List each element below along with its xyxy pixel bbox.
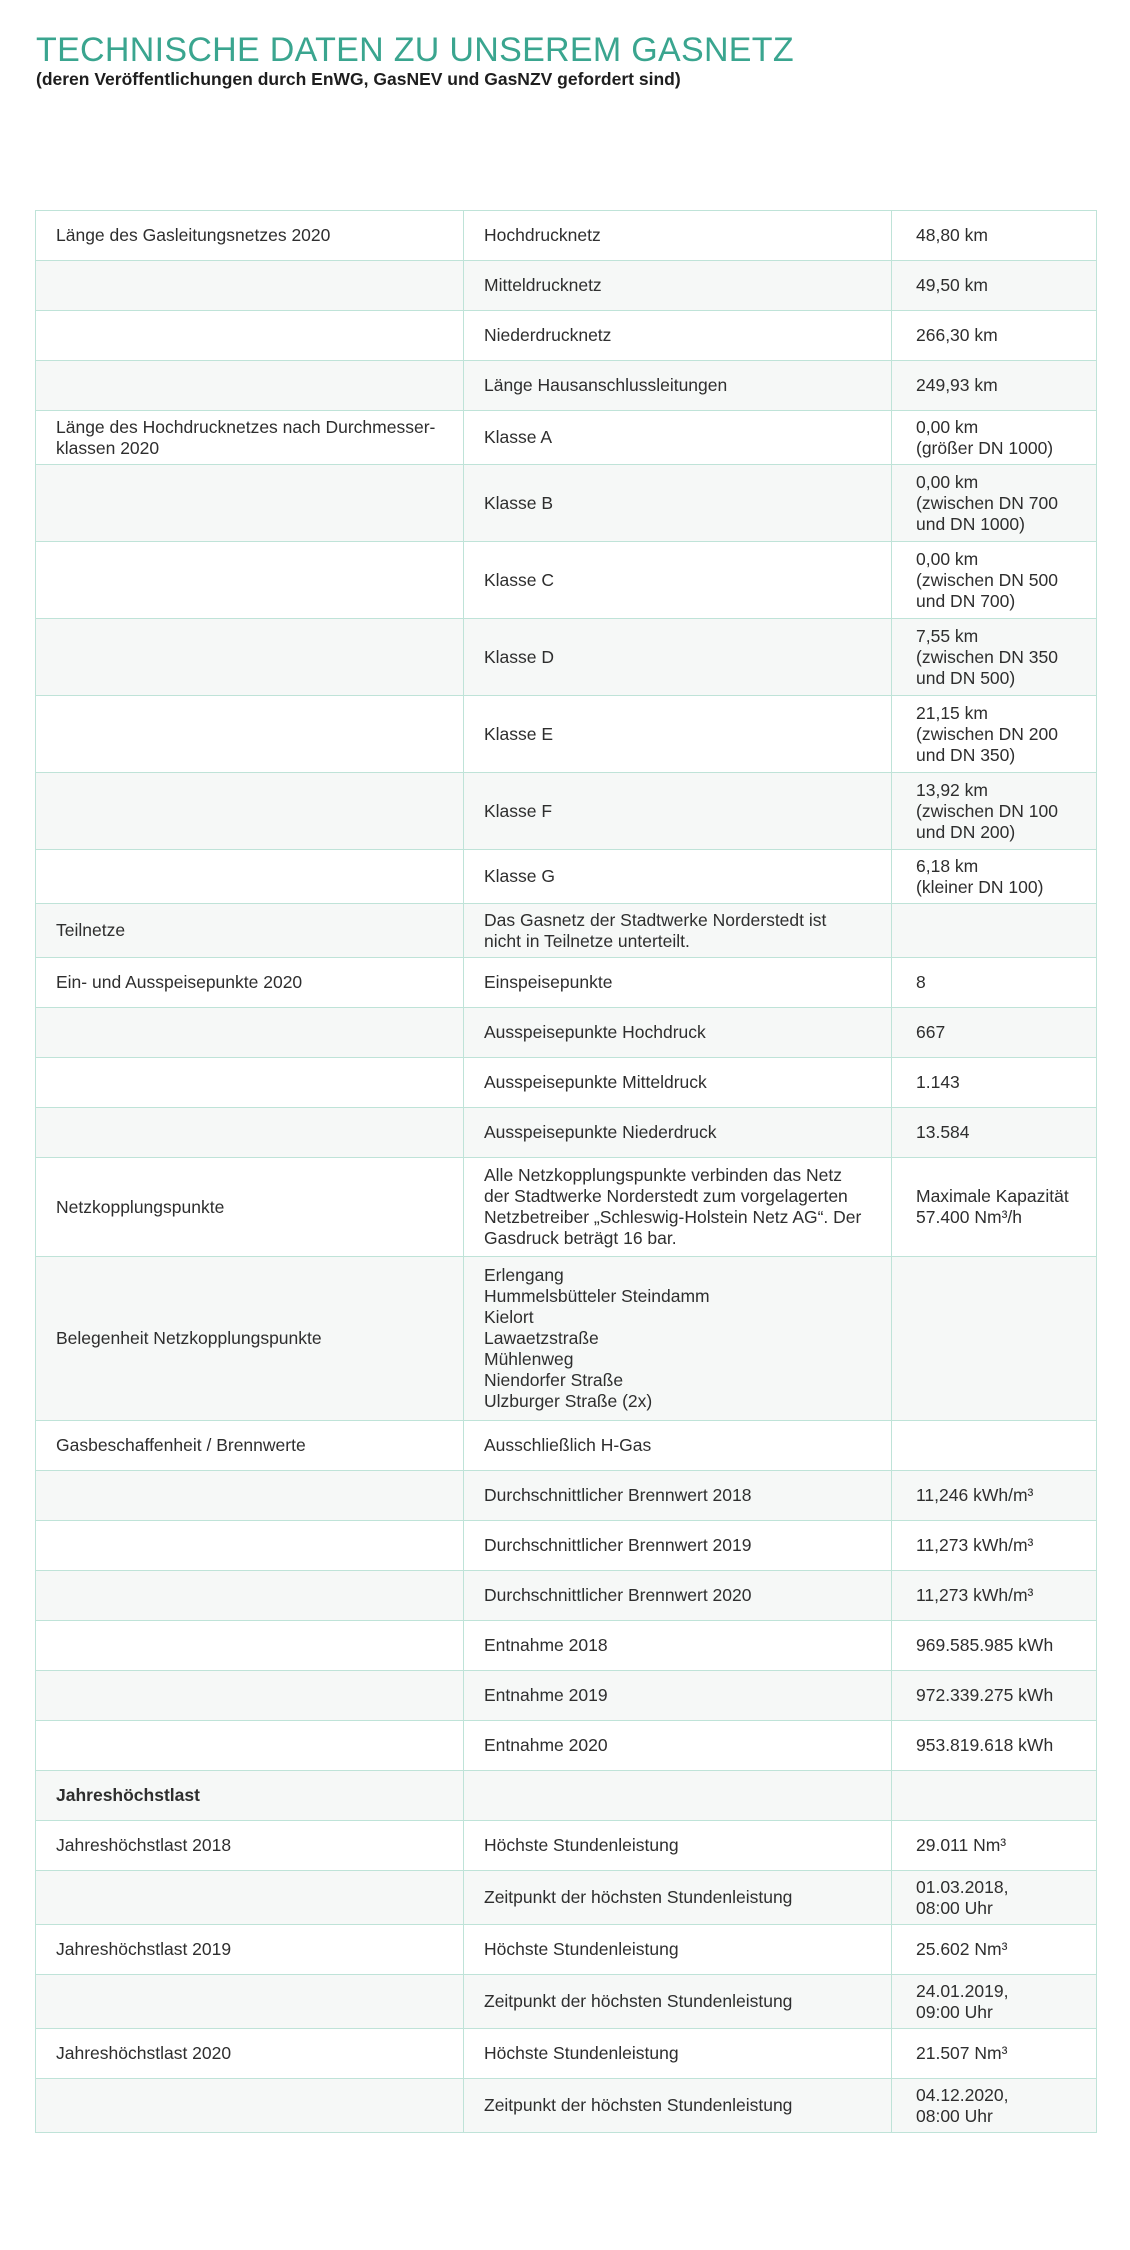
row-label-cell [36,1108,464,1158]
row-label-cell: Länge des Hochdrucknetzes nach Durchmesser- klassen 2020 [36,411,464,465]
table-row [36,2029,1097,2079]
row-value-cell: 21,15 km (zwischen DN 200 und DN 350) [892,696,1097,773]
row-item-cell: Entnahme 2018 [464,1621,892,1671]
row-value-cell: 48,80 km [892,211,1097,261]
row-label-cell: Gasbeschaffenheit / Brennwerte [36,1421,464,1471]
table-row [36,211,1097,261]
row-label-cell [36,542,464,619]
row-value-cell: 972.339.275 kWh [892,1671,1097,1721]
row-label-cell [36,465,464,542]
row-label-cell [36,1571,464,1621]
row-item-cell: Ausspeisepunkte Mitteldruck [464,1058,892,1108]
table-row [36,1975,1097,2029]
row-value-cell [892,1421,1097,1471]
table-row [36,696,1097,773]
row-label-cell: Netzkopplungspunkte [36,1158,464,1257]
row-value-cell [892,904,1097,958]
row-value-cell: 49,50 km [892,261,1097,311]
table-row [36,1925,1097,1975]
table-row [36,1821,1097,1871]
row-label-cell [36,261,464,311]
row-value-cell: 04.12.2020, 08:00 Uhr [892,2079,1097,2133]
row-label-cell [36,1471,464,1521]
row-item-cell: Höchste Stundenleistung [464,1925,892,1975]
table-row [36,411,1097,465]
row-value-cell: 1.143 [892,1058,1097,1108]
row-label-cell [36,1975,464,2029]
row-item-cell: Ausspeisepunkte Niederdruck [464,1108,892,1158]
row-item-cell: Ausschließlich H-Gas [464,1421,892,1471]
row-label-cell [36,2079,464,2133]
row-label-cell [36,1008,464,1058]
row-value-cell: 21.507 Nm³ [892,2029,1097,2079]
table-row [36,1421,1097,1471]
row-label-cell [36,361,464,411]
row-value-cell: 266,30 km [892,311,1097,361]
row-value-cell: 25.602 Nm³ [892,1925,1097,1975]
row-label-cell [36,1671,464,1721]
row-item-cell [464,1771,892,1821]
row-label-cell [36,1521,464,1571]
table-row [36,1671,1097,1721]
table-row [36,1521,1097,1571]
table-row [36,1257,1097,1421]
row-item-cell: Höchste Stundenleistung [464,1821,892,1871]
table-row [36,361,1097,411]
table-row [36,1621,1097,1671]
table-row [36,1108,1097,1158]
row-label-cell: Jahreshöchstlast 2018 [36,1821,464,1871]
table-row [36,1471,1097,1521]
row-value-cell [892,1771,1097,1821]
row-value-cell: 6,18 km (kleiner DN 100) [892,850,1097,904]
row-value-cell: 969.585.985 kWh [892,1621,1097,1671]
table-row [36,619,1097,696]
row-item-cell: Niederdrucknetz [464,311,892,361]
row-item-cell: Klasse G [464,850,892,904]
row-label-cell: Jahreshöchstlast 2019 [36,1925,464,1975]
row-item-cell: Klasse C [464,542,892,619]
table-row [36,261,1097,311]
row-item-cell: Alle Netzkopplungspunkte verbinden das Netz der Stadtwerke Norderstedt zum vorgelagerten Netzbetreiber „Schleswig-Holstein Netz AG“. Der Gasdruck beträgt 16 bar. [464,1158,892,1257]
row-value-cell: 7,55 km (zwischen DN 350 und DN 500) [892,619,1097,696]
row-item-cell: Klasse F [464,773,892,850]
table-row [36,1721,1097,1771]
table-row [36,311,1097,361]
row-item-cell: Durchschnittlicher Brennwert 2020 [464,1571,892,1621]
table-row [36,465,1097,542]
row-item-cell: Einspeisepunkte [464,958,892,1008]
row-item-cell: Klasse A [464,411,892,465]
row-label-cell [36,696,464,773]
row-label-cell: Belegenheit Netzkopplungspunkte [36,1257,464,1421]
page-subtitle: (deren Veröffentlichungen durch EnWG, GasNEV und GasNZV gefordert sind) [36,69,681,89]
row-value-cell: 8 [892,958,1097,1008]
row-label-cell: Länge des Gasleitungsnetzes 2020 [36,211,464,261]
row-value-cell: 13.584 [892,1108,1097,1158]
row-value-cell: 0,00 km (größer DN 1000) [892,411,1097,465]
row-item-cell: Klasse D [464,619,892,696]
row-item-cell: Durchschnittlicher Brennwert 2018 [464,1471,892,1521]
row-item-cell: Ausspeisepunkte Hochdruck [464,1008,892,1058]
row-value-cell: 11,273 kWh/m³ [892,1521,1097,1571]
row-item-cell: Zeitpunkt der höchsten Stundenleistung [464,1871,892,1925]
row-value-cell: 0,00 km (zwischen DN 700 und DN 1000) [892,465,1097,542]
table-row [36,1058,1097,1108]
row-value-cell: 29.011 Nm³ [892,1821,1097,1871]
row-value-cell [892,1257,1097,1421]
row-value-cell: 01.03.2018, 08:00 Uhr [892,1871,1097,1925]
row-item-cell: Durchschnittlicher Brennwert 2019 [464,1521,892,1571]
table-row [36,542,1097,619]
row-label-cell [36,850,464,904]
row-item-cell: Klasse B [464,465,892,542]
row-value-cell: 24.01.2019, 09:00 Uhr [892,1975,1097,2029]
table-row [36,958,1097,1008]
table-row [36,904,1097,958]
row-label-cell [36,311,464,361]
row-value-cell: 11,246 kWh/m³ [892,1471,1097,1521]
row-item-cell: Mitteldrucknetz [464,261,892,311]
row-label-cell [36,1058,464,1108]
row-label-cell [36,1721,464,1771]
row-item-cell: Höchste Stundenleistung [464,2029,892,2079]
gas-network-data-table [35,210,1097,2133]
table-row [36,850,1097,904]
table-row [36,1008,1097,1058]
row-item-cell: Länge Hausanschlussleitungen [464,361,892,411]
row-value-cell: 249,93 km [892,361,1097,411]
row-value-cell: 13,92 km (zwischen DN 100 und DN 200) [892,773,1097,850]
table-row [36,2079,1097,2133]
row-label-cell [36,1621,464,1671]
row-label-cell: Teilnetze [36,904,464,958]
table-row [36,1571,1097,1621]
row-label-cell [36,773,464,850]
row-value-cell: Maximale Kapazität 57.400 Nm³/h [892,1158,1097,1257]
row-value-cell: 953.819.618 kWh [892,1721,1097,1771]
row-item-cell: Zeitpunkt der höchsten Stundenleistung [464,2079,892,2133]
row-item-cell: Das Gasnetz der Stadtwerke Norderstedt ist nicht in Teilnetze unterteilt. [464,904,892,958]
table-row [36,1158,1097,1257]
row-label-cell [36,1871,464,1925]
row-item-cell: Klasse E [464,696,892,773]
table-row [36,1771,1097,1821]
row-label-cell: Ein- und Ausspeisepunkte 2020 [36,958,464,1008]
row-value-cell: 667 [892,1008,1097,1058]
table-row [36,773,1097,850]
table-body [36,211,1097,2133]
row-item-cell: Erlengang Hummelsbütteler Steindamm Kielort Lawaetzstraße Mühlenweg Niendorfer Straße Ulzburger Straße (2x) [464,1257,892,1421]
table-row [36,1871,1097,1925]
row-item-cell: Entnahme 2019 [464,1671,892,1721]
row-item-cell: Entnahme 2020 [464,1721,892,1771]
row-value-cell: 11,273 kWh/m³ [892,1571,1097,1621]
row-label-cell [36,619,464,696]
row-label-cell: Jahreshöchstlast 2020 [36,2029,464,2079]
row-label-cell: Jahreshöchstlast [36,1771,464,1821]
row-item-cell: Zeitpunkt der höchsten Stundenleistung [464,1975,892,2029]
row-value-cell: 0,00 km (zwischen DN 500 und DN 700) [892,542,1097,619]
page-title: TECHNISCHE DATEN ZU UNSEREM GASNETZ [36,31,794,69]
row-item-cell: Hochdrucknetz [464,211,892,261]
